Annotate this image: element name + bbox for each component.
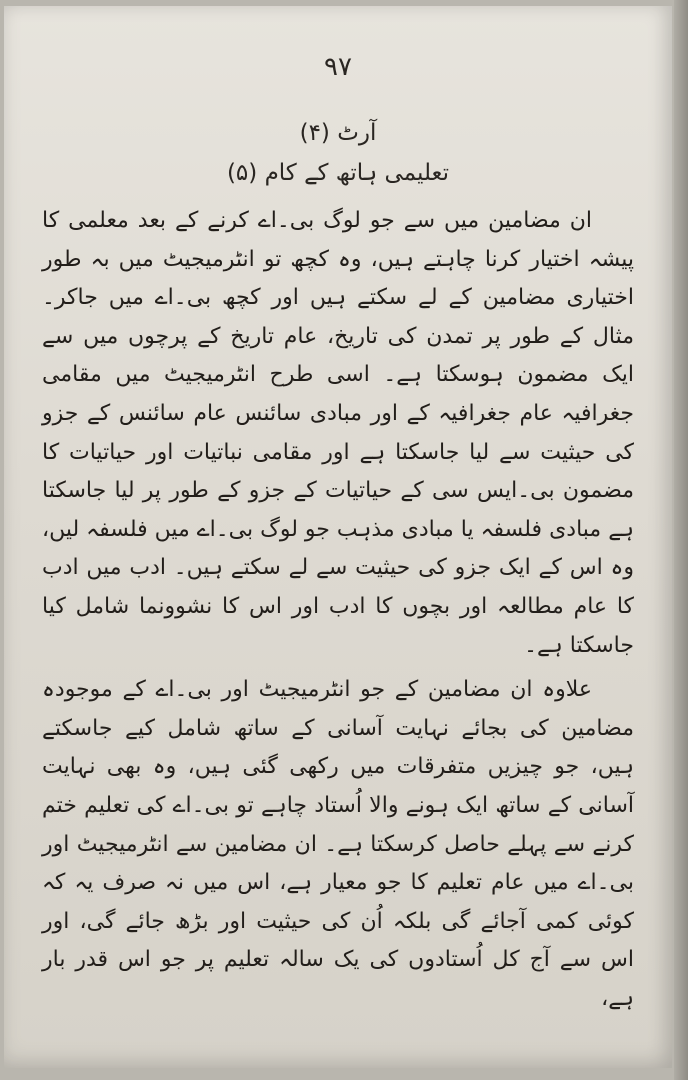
page-number: ۹۷ xyxy=(324,52,352,82)
paragraph-1: ان مضامین میں سے جو لوگ بی۔اے کرنے کے بعد معلمی کا پیشہ اختیار کرنا چاہتے ہیں، وہ کچھ تو انٹرمیجیٹ میں بہ طور اختیاری مضامین کے لے سکتے ہیں اور کچھ بی۔اے میں جاکر۔ مثال کے طور پر تمدن کی تاریخ، عام تاریخ کے پرچوں میں سے ایک مضمون ہوسکتا ہے۔ اسی طرح انٹرمیجیٹ میں مقامی جغرافیہ عام جغرافیہ کے اور مبادی سائنس عام سائنس کے جزو کی حیثیت سے لیا جاسکتا ہے اور مقامی نباتیات اور حیاتیات کا مضمون بی۔ایس سی کے حیاتیات کے جزو کے طور پر لیا جاسکتا ہے مبادی فلسفہ یا مبادی مذہب جو لوگ بی۔اے میں فلسفہ لیں، وہ اس کے ایک جزو کی حیثیت سے لے سکتے ہیں۔ ادب میں ادب کا عام مطالعہ اور بچوں کا ادب اور اس کا نشوونما شامل کیا جاسکتا ہے۔ xyxy=(42,208,634,658)
scan-edge xyxy=(674,0,688,1080)
heading-art: (۴) آرٹ xyxy=(299,120,377,146)
paragraph-2: علاوہ ان مضامین کے جو انٹرمیجیٹ اور بی۔اے کے موجودہ مضامین کی بجائے نہایت آسانی کے ساتھ شامل کیے جاسکتے ہیں، جو چیزیں متفرقات میں رکھی گئی ہیں، وہ بھی نہایت آسانی کے ساتھ ایک ہونے والا اُستاد چاہے تو بی۔اے کی تعلیم ختم کرنے سے پہلے حاصل کرسکتا ہے۔ ان مضامین سے انٹرمیجیٹ اور بی۔اے میں عام تعلیم کا جو معیار ہے، اس میں نہ صرف یہ کہ کوئی کمی آجائے گی بلکہ اُن کی حیثیت اور بڑھ جائے گی، اور اس سے آج کل اُستادوں کی یک سالہ تعلیم پر جو اس قدر بار ہے، xyxy=(42,677,634,1011)
book-page xyxy=(4,6,672,1068)
page-body xyxy=(42,202,634,1018)
heading-handwork: (۵) تعلیمی ہاتھ کے کام xyxy=(226,160,450,186)
